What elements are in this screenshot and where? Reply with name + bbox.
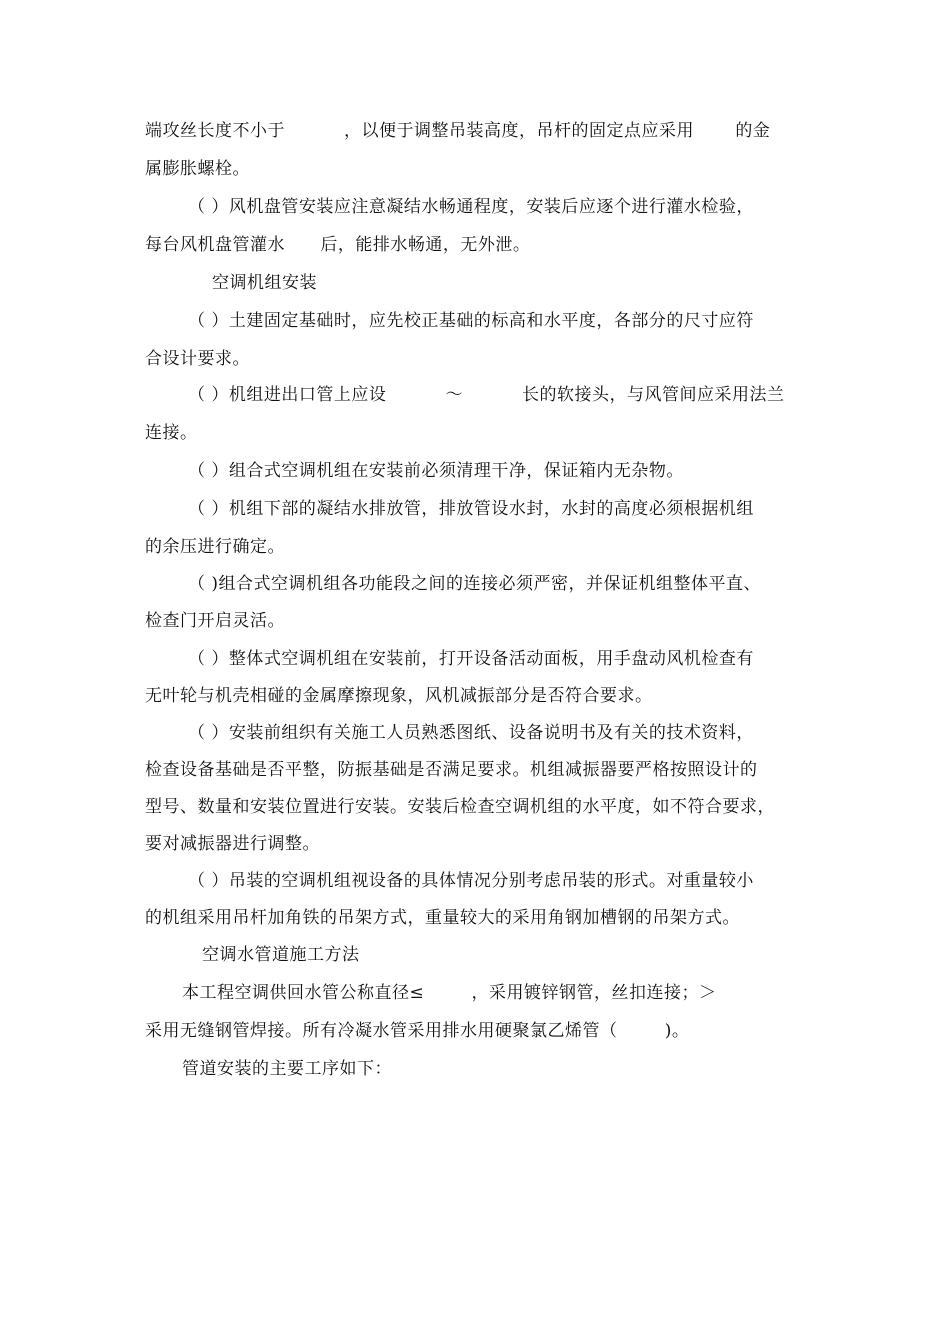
text-line: 每台风机盘管灌水 后，能排水畅通，无外泄。: [145, 235, 531, 255]
text-line: 检查设备基础是否平整，防振基础是否满足要求。机组减振器要严格按照设计的: [145, 760, 758, 780]
text-line: 属膨胀螺栓。: [145, 159, 250, 179]
text-line: 的机组采用吊杆加角铁的吊架方式，重量较大的采用角钢加槽钢的吊架方式。: [145, 908, 740, 928]
text-line: 检查门开启灵活。: [145, 611, 285, 631]
text-line: （ ）吊装的空调机组视设备的具体情况分别考虑吊装的形式。对重量较小: [188, 871, 754, 891]
section-heading: 空调机组安装: [212, 273, 317, 293]
text-line: （ ）整体式空调机组在安装前，打开设备活动面板，用手盘动风机检查有: [188, 649, 754, 669]
text-line: （ )组合式空调机组各功能段之间的连接必须严密，并保证机组整体平直、: [188, 574, 762, 594]
text-line: 采用无缝钢管焊接。所有冷凝水管采用排水用硬聚氯乙烯管（ )。: [145, 1021, 690, 1041]
text-line: 本工程空调供回水管公称直径≤ ，采用镀锌钢管，丝扣连接；＞: [182, 983, 717, 1003]
text-line: （ ）机组下部的凝结水排放管，排放管设水封，水封的高度必须根据机组: [188, 499, 754, 519]
text-line: 连接。: [145, 423, 198, 443]
text-line: （ ）土建固定基础时，应先校正基础的标高和水平度，各部分的尺寸应符: [188, 311, 754, 331]
text-line: 合设计要求。: [145, 349, 250, 369]
text-line: （ ）机组进出口管上应设 ～ 长的软接头，与风管间应采用法兰: [188, 385, 785, 405]
text-line: 要对减振器进行调整。: [145, 834, 320, 854]
text-line: （ ）风机盘管安装应注意凝结水畅通程度，安装后应逐个进行灌水检验，: [188, 197, 754, 217]
text-line: 无叶轮与机壳相碰的金属摩擦现象，风机减振部分是否符合要求。: [145, 686, 653, 706]
text-line: 管道安装的主要工序如下：: [182, 1059, 392, 1079]
section-heading: 空调水管道施工方法: [202, 945, 360, 965]
text-line: 型号、数量和安装位置进行安装。安装后检查空调机组的水平度，如不符合要求，: [145, 797, 775, 817]
text-line: 的余压进行确定。: [145, 537, 285, 557]
text-line: 端攻丝长度不小于 ，以便于调整吊装高度，吊杆的固定点应采用 的金: [145, 121, 771, 141]
text-line: （ ）组合式空调机组在安装前必须清理干净，保证箱内无杂物。: [188, 461, 684, 481]
text-line: （ ）安装前组织有关施工人员熟悉图纸、设备说明书及有关的技术资料，: [188, 723, 754, 743]
